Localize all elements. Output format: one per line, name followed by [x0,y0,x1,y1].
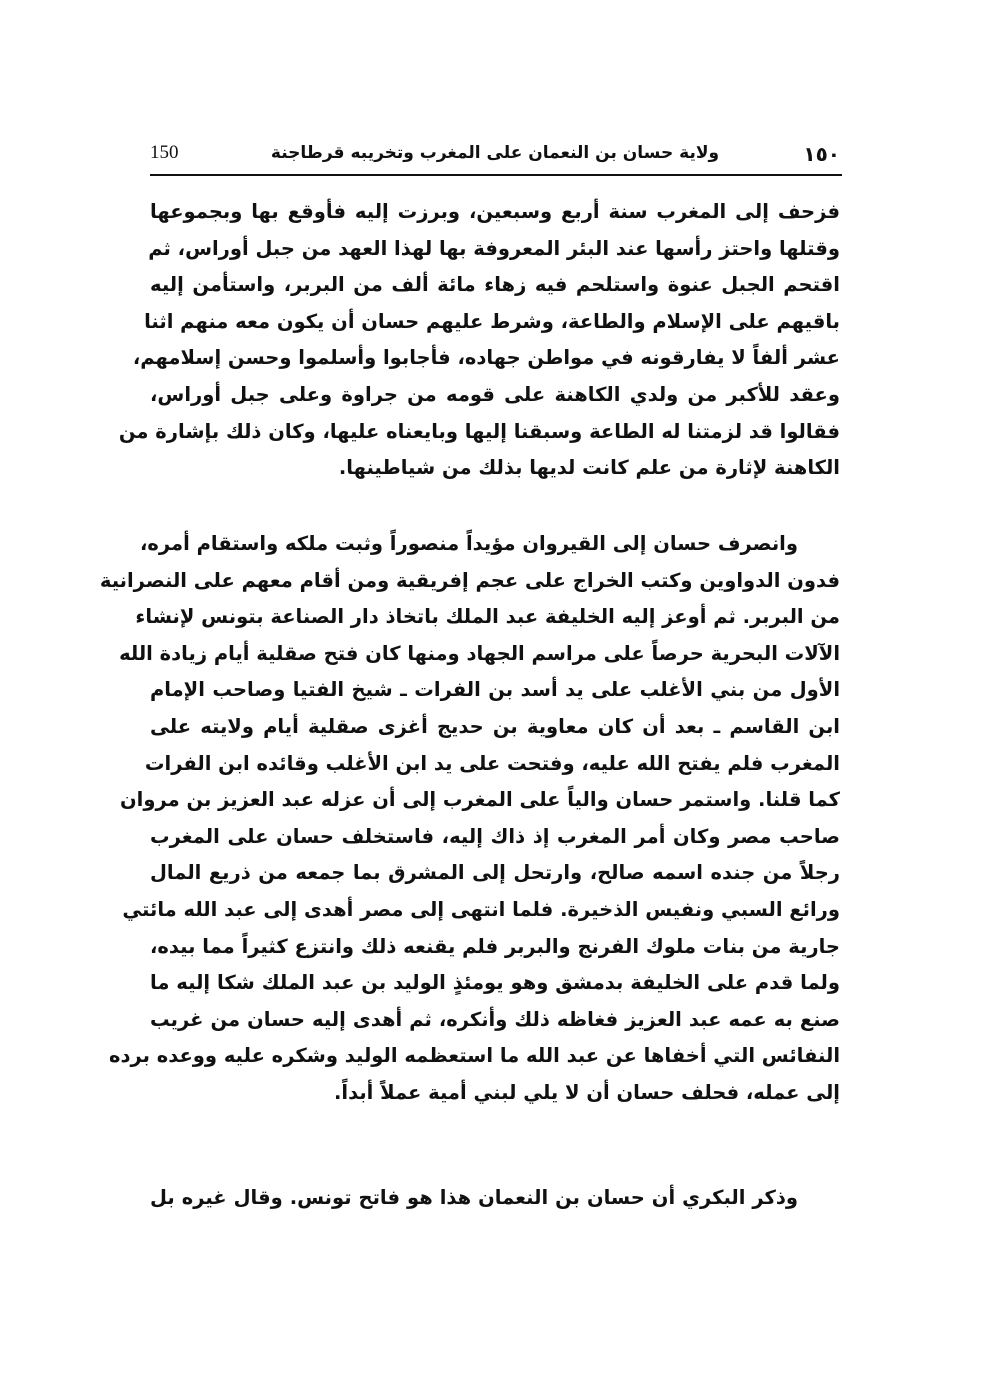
text-line: ورائع السبي ونفيس الذخيرة. فلما انتهى إلى مصر أهدى إلى عبد الله مائتي [122,897,840,921]
text-line: إلى عمله، فحلف حسان أن لا يلي لبني أمية عملاً أبداً. [333,1080,840,1104]
header-rule [150,174,842,176]
page-number-arabic: ١٥٠ [803,142,840,166]
text-line: كما قلنا. واستمر حسان والياً على المغرب إلى أن عزله عبد العزيز بن مروان [120,788,840,812]
text-line: جارية من بنات ملوك الفرنج والبربر فلم يقنعه ذلك وانتزع كثيراً مما بيده، [150,934,840,958]
text-line: باقيهم على الإسلام والطاعة، وشرط عليهم حسان أن يكون معه منهم اثنا [144,309,840,333]
page-number: 150 [150,142,179,163]
text-line: فزحف إلى المغرب سنة أربع وسبعين، وبرزت إليه فأوقع بها وبجموعها [150,200,840,223]
text-line: المغرب فلم يفتح الله عليه، وفتحت على يد ابن الأغلب وقائده ابن الفرات [144,751,840,775]
text-line: فدون الدواوين وكتب الخراج على عجم إفريقية ومن أقام معهم على النصرانية [99,568,840,592]
text-line: النفائس التي أخفاها عن عبد الله ما استعظمه الوليد وشكره عليه ووعده برده [108,1044,840,1068]
text-line: الآلات البحرية حرصاً على مراسم الجهاد ومنها كان فتح صقلية أيام زيادة الله [119,641,840,665]
text-line: الكاهنة لإثارة من علم كانت لديها بذلك من شياطينها. [338,456,840,480]
text-line: وقتلها واحتز رأسها عند البئر المعروفة بها لهذا العهد من جبل أوراس، ثم [148,236,840,260]
paragraph-3 [150,1180,840,1217]
text-line: وذكر البكري أن حسان بن النعمان هذا هو فاتح تونس. وقال غيره بل [150,1186,798,1209]
text-line: الأول من بني الأغلب على يد أسد بن الفرات ـ شيخ الفتيا وصاحب الإمام [150,678,840,702]
text-line: ولما قدم على الخليفة بدمشق وهو يومئذٍ الوليد بن عبد الملك شكا إليه ما [150,971,840,995]
paragraph-1 [118,194,840,487]
text-line: من البربر. ثم أوعز إليه الخليفة عبد الملك باتخاذ دار الصناعة بتونس لإنشاء [135,605,840,629]
text-line: عشر ألفاً لا يفارقونه في مواطن جهاده، فأجابوا وأسلموا وحسن إسلامهم، [132,346,840,370]
text-line: فقالوا قد لزمتنا له الطاعة وسبقنا إليها وبايعناه عليها، وكان ذلك بإشارة من [118,419,840,443]
running-header [150,140,840,170]
text-line: اقتحم الجبل عنوة واستلحم فيه زهاء مائة ألف من البربر، واستأمن إليه [150,273,840,297]
text-line: وانصرف حسان إلى القيروان مؤيداً منصوراً وثبت ملكه واستقام أمره، [140,532,798,555]
text-line: وعقد للأكبر من ولدي الكاهنة على قومه من جراوة وعلى جبل أوراس، [150,382,840,406]
text-line: صنع به عمه عبد العزيز فغاظه ذلك وأنكره، ثم أهدى إليه حسان من غريب [150,1007,840,1031]
text-line: رجلاً من جنده اسمه صالح، وارتحل إلى المشرق بما جمعه من ذريع المال [150,861,840,885]
running-title: ولاية حسان بن النعمان على المغرب وتخريبه قرطاجنة [270,143,720,163]
text-line: ابن القاسم ـ بعد أن كان معاوية بن حديج أغزى صقلية أيام ولايته على [150,714,840,738]
paragraph-2 [99,526,840,1112]
text-line: صاحب مصر وكان أمر المغرب إذ ذاك إليه، فاستخلف حسان على المغرب [150,824,840,848]
